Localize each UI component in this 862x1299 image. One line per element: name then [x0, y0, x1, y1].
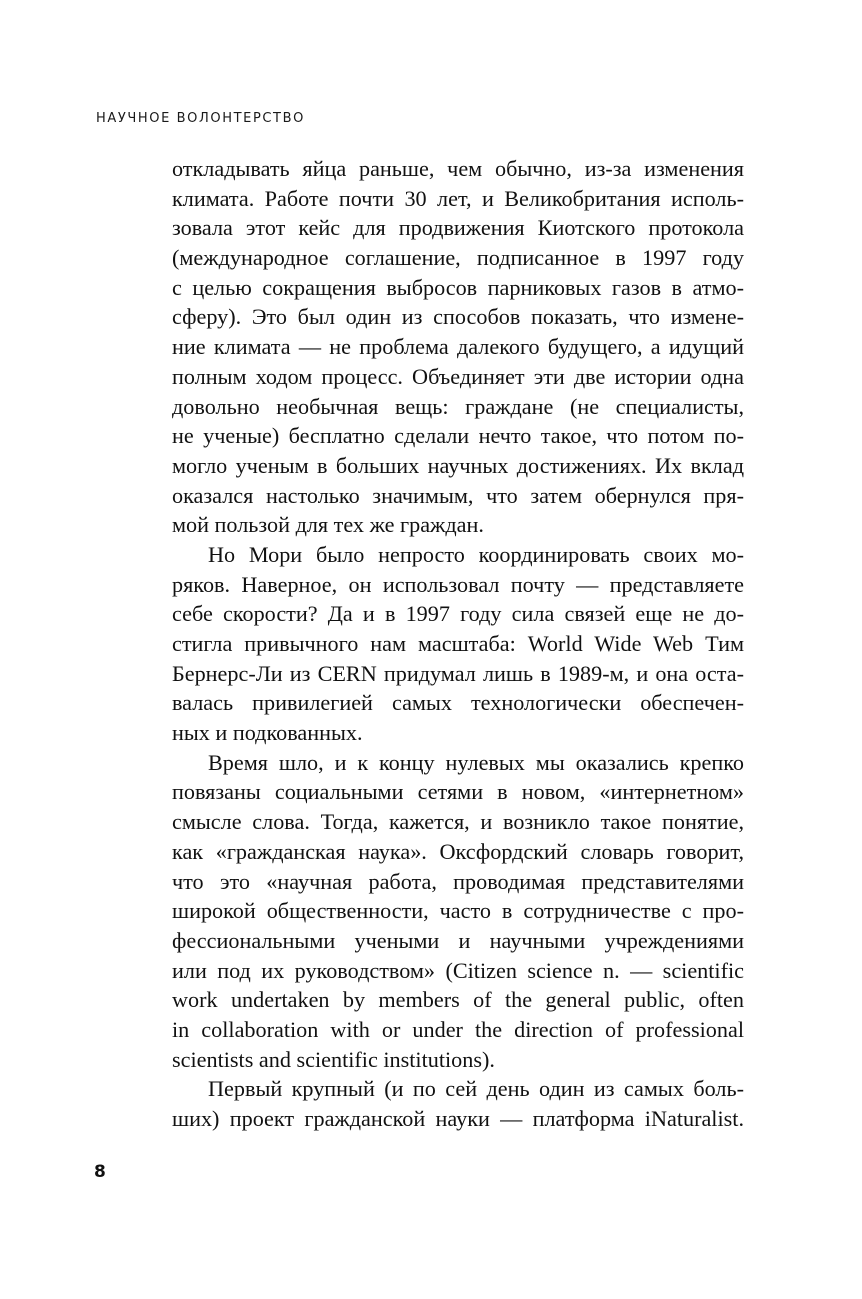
text-line: Первый крупный (и по сей день один из самых боль- [208, 1076, 744, 1102]
text-line: in collaboration with or under the direction of professional [172, 1016, 744, 1042]
text-line: полным ходом процесс. Объединяет эти две истории одна [172, 363, 744, 389]
text-line: ных и подкованных. [172, 720, 363, 746]
text-line: не ученые) бесплатно сделали нечто такое, что потом по- [172, 423, 744, 449]
text-line: ние климата — не проблема далекого будущего, а идущий [172, 334, 744, 360]
text-line: фессиональными учеными и научными учреждениями [172, 927, 744, 953]
text-line: довольно необычная вещь: граждане (не специалисты, [172, 393, 744, 419]
text-line: валась привилегией самых технологически обеспечен- [172, 690, 744, 716]
text-line: Но Мори было непросто координировать своих мо- [208, 541, 744, 567]
text-line: сферу). Это был один из способов показать, что измене- [172, 304, 744, 330]
text-line: ших) проект гражданской науки — платформа iNaturalist. [172, 1106, 744, 1131]
page-number: 8 [94, 1162, 106, 1182]
text-line: мой пользой для тех же граждан. [172, 512, 484, 538]
text-line: (международное соглашение, подписанное в 1997 году [172, 245, 744, 271]
text-line: или под их руководством» (Citizen science n. — scientific [172, 957, 744, 983]
text-line: work undertaken by members of the general public, often [172, 987, 744, 1013]
text-line: стигла привычного нам масштаба: World Wide Web Тим [172, 631, 744, 656]
text-line: оказался настолько значимым, что затем обернулся пря- [172, 482, 744, 508]
text-line: могло ученым в больших научных достижениях. Их вклад [172, 452, 744, 478]
body-text [172, 154, 744, 1134]
text-line: Бернерс-Ли из CERN придумал лишь в 1989-м, и она оста- [172, 660, 744, 686]
text-line: ряков. Наверное, он использовал почту — представляете [172, 571, 744, 597]
text-line: зовала этот кейс для продвижения Киотского протокола [172, 215, 744, 241]
text-line: как «гражданская наука». Оксфордский словарь говорит, [172, 838, 744, 864]
text-line: с целью сокращения выбросов парниковых газов в атмо- [172, 274, 744, 300]
text-line: что это «научная работа, проводимая представителями [172, 868, 744, 894]
running-head: НАУЧНОЕ ВОЛОНТЕРСТВО [96, 111, 305, 126]
text-line: Время шло, и к концу нулевых мы оказались крепко [208, 749, 744, 775]
text-line: повязаны социальными сетями в новом, «интернетном» [172, 779, 744, 805]
text-line: откладывать яйца раньше, чем обычно, из-за изменения [172, 156, 744, 181]
text-line: смысле слова. Тогда, кажется, и возникло такое понятие, [172, 809, 744, 835]
text-line: scientists and scientific institutions). [172, 1046, 495, 1072]
text-line: климата. Работе почти 30 лет, и Великобритания исполь- [172, 185, 744, 211]
text-line: себе скорости? Да и в 1997 году сила связей еще не до- [172, 601, 744, 627]
text-line: широкой общественности, часто в сотрудничестве с про- [172, 898, 744, 924]
